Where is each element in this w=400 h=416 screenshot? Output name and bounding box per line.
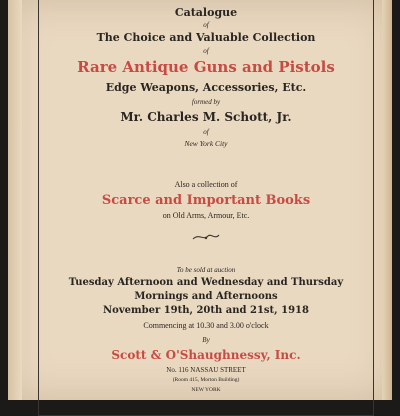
page-spine-edge <box>8 0 22 400</box>
sale-dates: November 19th, 20th and 21st, 1918 <box>103 305 309 316</box>
auctioneer-name: Scott & O'Shaughnessy, Inc. <box>111 348 301 362</box>
catalogue-page <box>8 0 392 400</box>
also-collection-text: Also a collection of <box>174 180 238 189</box>
auctioneer-city: NEW YORK <box>191 387 221 393</box>
collector-name: Mr. Charles M. Schott, Jr. <box>120 110 292 124</box>
of-connector-2: of <box>203 47 209 55</box>
books-heading: Scarce and Important Books <box>101 193 311 208</box>
flourish-ornament <box>190 231 222 243</box>
sale-days: Tuesday Afternoon and Wednesday and Thursday <box>68 277 344 288</box>
page-right-edge <box>382 0 392 400</box>
collector-city: New York City <box>184 139 228 148</box>
catalogue-title: Catalogue <box>174 6 238 19</box>
title-page-content <box>38 0 374 400</box>
edge-weapons-subheading: Edge Weapons, Accessories, Etc. <box>105 81 307 94</box>
sale-times: Mornings and Afternoons <box>134 291 278 302</box>
auctioneer-building: (Room 415, Morton Building) <box>172 377 240 383</box>
auction-intro: To be sold at auction <box>176 266 236 274</box>
formed-by-text: formed by <box>191 98 221 106</box>
auctioneer-address: No. 116 NASSAU STREET <box>166 366 246 374</box>
of-connector-3: of <box>203 128 209 136</box>
guns-and-pistols-heading: Rare Antique Guns and Pistols <box>77 58 335 76</box>
books-subject: on Old Arms, Armour, Etc. <box>162 211 250 220</box>
commencing-time: Commencing at 10.30 and 3.00 o'clock <box>143 321 269 330</box>
of-connector-1: of <box>203 21 209 29</box>
by-text: By <box>202 336 210 344</box>
collection-subtitle: The Choice and Valuable Collection <box>96 31 316 44</box>
